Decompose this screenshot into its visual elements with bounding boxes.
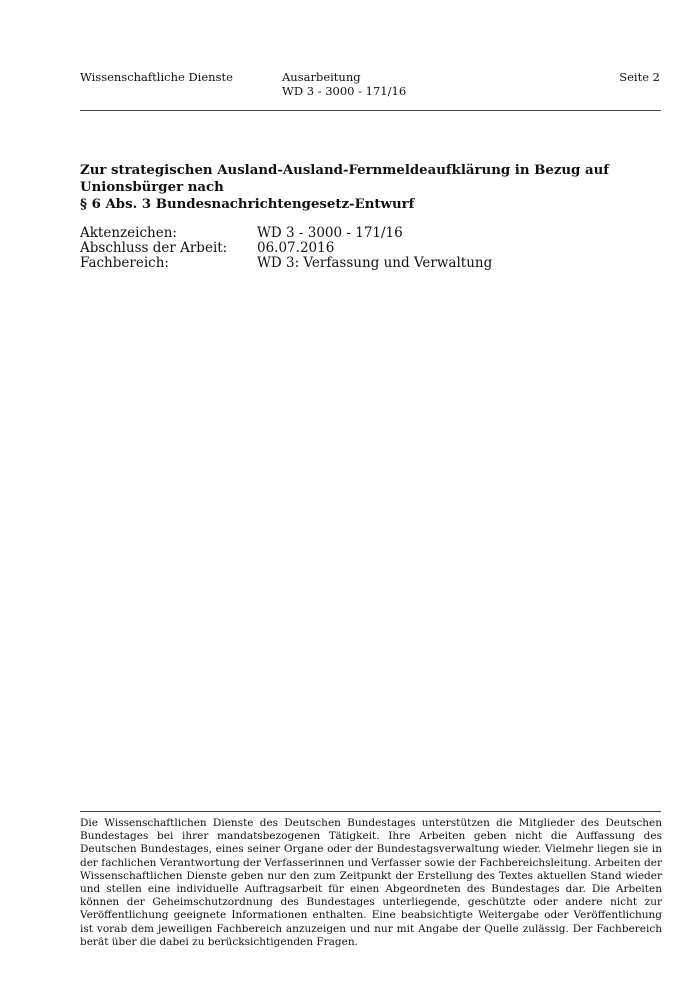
header-page-number: Seite 2	[619, 70, 660, 84]
header-department: Wissenschaftliche Dienste	[80, 70, 233, 84]
metadata-row-fachbereich	[80, 256, 492, 271]
header-divider	[80, 110, 661, 111]
header-document-info	[282, 70, 406, 98]
metadata-value: 06.07.2016	[257, 240, 335, 256]
disclaimer-text: Die Wissenschaftlichen Dienste des Deutschen Bundestages unterstützen die Mitglieder des Deutschen Bundestages bei ihrer mandatsbezogenen Tätigkeit. Ihre Arbeiten geben nicht die Auffassung des Deutschen Bundestages, eines seiner Organe oder der Bundestagsverwaltung wieder. Vielmehr liegen sie in der fachlichen Verantwortung der Verfasserinnen und Verfasser sowie der Fachbereichsleitung. Arbeiten der Wissenschaftlichen Dienste geben nur den zum Zeitpunkt der Erstellung des Textes aktuellen Stand wieder und stellen eine individuelle Auftragsarbeit für einen Abgeordneten des Bundestages dar. Die Arbeiten können der Geheimschutzordnung des Bundestages unterliegende, geschützte oder andere nicht zur Veröffentlichung geeignete Informationen enthalten. Eine beabsichtigte Weitergabe oder Veröffentlichung ist vorab dem jeweiligen Fachbereich anzuzeigen und nur mit Angabe der Quelle zulässig. Der Fachbereich berät über die dabei zu berücksichtigenden Fragen.	[80, 817, 662, 948]
document-title	[80, 162, 662, 213]
metadata-label: Aktenzeichen:	[80, 225, 177, 241]
document-title-line-1: Zur strategischen Ausland-Ausland-Fernmeldeaufklärung in Bezug auf Unionsbürger nach	[80, 163, 609, 195]
metadata-row-aktenzeichen	[80, 226, 492, 241]
document-title-line-2: § 6 Abs. 3 Bundesnachrichtengesetz-Entwurf	[80, 197, 415, 212]
document-metadata	[80, 226, 492, 271]
metadata-value: WD 3 - 3000 - 171/16	[257, 225, 403, 241]
footer-divider	[80, 811, 661, 812]
header-document-number: WD 3 - 3000 - 171/16	[282, 84, 407, 98]
metadata-label: Fachbereich:	[80, 255, 169, 271]
metadata-label: Abschluss der Arbeit:	[80, 240, 228, 256]
metadata-value: WD 3: Verfassung und Verwaltung	[257, 255, 493, 271]
header-document-type: Ausarbeitung	[282, 70, 361, 84]
metadata-row-abschluss	[80, 241, 492, 256]
